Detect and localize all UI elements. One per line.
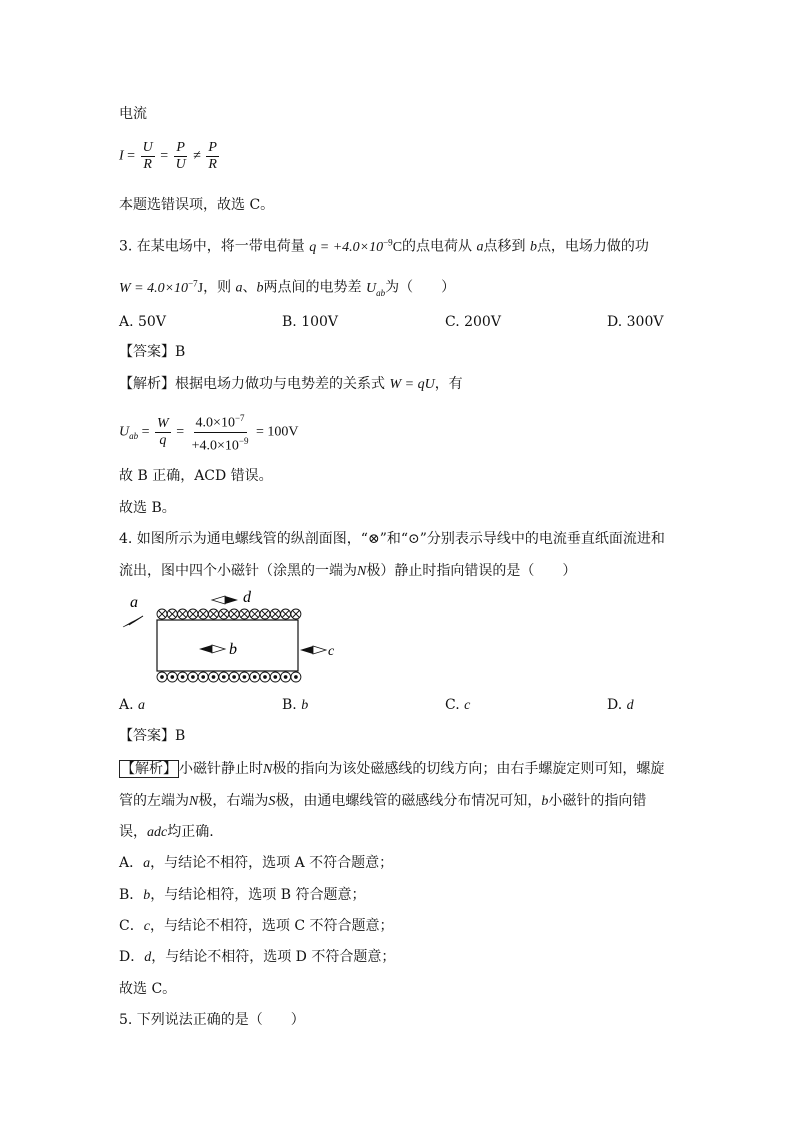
coil-dot-center (264, 676, 267, 679)
conclusion-c: 本题选错误项，故选 C。 (119, 197, 275, 213)
coil-dot-center (222, 676, 225, 679)
coil-dot-center (212, 676, 215, 679)
q3-line2: $W = 4.0\times 10^{-7}J$，则 a、b两点间的电势差 $U_{ab}$为（ ） (119, 278, 456, 298)
coil-dot-center (284, 676, 287, 679)
q4-analysis-d: D．d，与结论不相符，选项 D 不符合题意； (119, 949, 396, 965)
q4-analysis-c: C．c，与结论不相符，选项 C 不符合题意； (119, 918, 394, 934)
compass-needle-d (212, 596, 238, 604)
q4-answer: 【答案】B (119, 728, 186, 744)
q4-option-a: A. a (119, 697, 146, 713)
coil-dot-center (295, 676, 298, 679)
q3-correct: 故 B 正确，ACD 错误。 (119, 468, 273, 484)
solenoid-figure (117, 586, 347, 690)
q4-analysis-b: B．b，与结论相符，选项 B 符合题意； (119, 887, 366, 903)
coil-dot-center (243, 676, 246, 679)
q3-line1: 3. 在某电场中，将一带电荷量 $q = +4.0\times 10^{-9}C$的点电荷从 a点移到 b点，电场力做的功 (119, 237, 649, 255)
q4-choose: 故选 C。 (119, 981, 177, 997)
label-a: a (130, 594, 138, 611)
q4-option-d: D. d (607, 697, 634, 713)
label-b: b (229, 641, 237, 658)
formula-current: I = $\frac{U}{R}$ = $\frac{P}{U}$ ≠ $\frac{P}{R}$ (119, 140, 217, 172)
compass-needle-a (123, 616, 143, 627)
coil-dot-center (274, 676, 277, 679)
coil-dot-center (171, 676, 174, 679)
coil-dot-center (181, 676, 184, 679)
solenoid-body (157, 620, 298, 671)
q5-intro: 5. 下列说法正确的是（ ） (119, 1012, 305, 1028)
q3-option-a: A. 50V (119, 314, 166, 330)
formula-uab: $U_{ab}$ = $\frac{W}{q}$ = $\frac{4.0\times 10^{-7}}{+4.0\times 10^{-9}}$ = 100V (119, 410, 299, 454)
coil-dot-center (161, 676, 164, 679)
text-current: 电流 (119, 106, 147, 122)
compass-needle-c (300, 646, 326, 654)
q3-option-d: D. 300V (607, 314, 664, 330)
compass-needle-b (199, 645, 225, 653)
q3-answer: 【答案】B (119, 344, 186, 360)
q4-analysis-line2: 管的左端为N极，右端为S极，由通电螺线管的磁感线分布情况可知，b小磁针的指向错 (119, 793, 647, 809)
q3-option-b: B. 100V (282, 314, 339, 330)
top-coils-cross (157, 609, 301, 619)
coil-dot-center (233, 676, 236, 679)
q4-analysis-line3: 误，adc均正确. (119, 824, 214, 840)
q3-option-c: C. 200V (445, 314, 501, 330)
q4-analysis-a: A．a，与结论不相符，选项 A 不符合题意； (119, 855, 394, 871)
bottom-coils-dot (157, 672, 301, 682)
label-c: c (328, 644, 335, 659)
coil-dot-center (202, 676, 205, 679)
q4-option-c: C. c (445, 697, 471, 713)
coil-dot-center (253, 676, 256, 679)
label-d: d (243, 589, 251, 606)
q3-analysis: 【解析】根据电场力做功与电势差的关系式 W = qU，有 (119, 376, 463, 392)
q4-line2: 流出，图中四个小磁针（涂黑的一端为N极）静止时指向错误的是（ ） (119, 563, 577, 579)
q4-analysis-line1: 【解析】 小磁针静止时N极的指向为该处磁感线的切线方向；由右手螺旋定则可知，螺旋 (121, 761, 665, 777)
coil-dot-center (192, 676, 195, 679)
q4-line1: 4. 如图所示为通电螺线管的纵剖面图，“⊗”和“⊙”分别表示导线中的电流垂直纸面流进和 (119, 531, 665, 547)
q3-choose: 故选 B。 (119, 500, 176, 516)
q4-option-b: B. b (282, 697, 309, 713)
